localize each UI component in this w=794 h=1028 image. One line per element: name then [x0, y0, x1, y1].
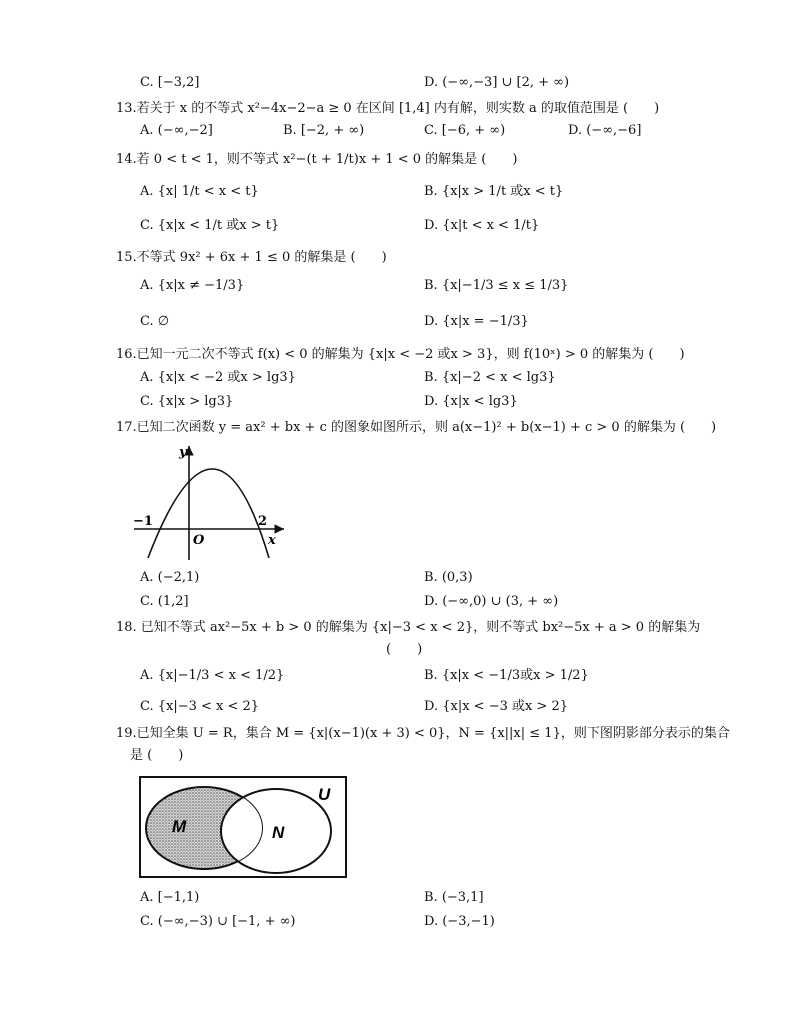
q13-option-a: A. (−∞,−2]: [140, 123, 213, 138]
q17-parabola-graph: [130, 440, 290, 562]
q18-answer-paren: ( ): [386, 642, 423, 657]
q18-option-c: C. {x|−3 < x < 2}: [140, 699, 260, 714]
q15-option-d: D. {x|x = −1/3}: [424, 314, 529, 329]
q15-stem: 15.不等式 9x² + 6x + 1 ≤ 0 的解集是 ( ): [116, 250, 387, 265]
q15-option-b: B. {x|−1/3 ≤ x ≤ 1/3}: [424, 278, 569, 293]
q19-stem: 19.已知全集 U = R，集合 M = {x|(x−1)(x + 3) < 0}，N = {x||x| ≤ 1}，则下图阴影部分表示的集合: [116, 726, 730, 741]
q14-stem: 14.若 0 < t < 1，则不等式 x²−(t + 1/t)x + 1 < 0 的解集是 ( ): [116, 152, 518, 167]
right-root-label: 2: [258, 514, 268, 529]
q16-option-a: A. {x|x < −2 或x > lg3}: [140, 370, 296, 385]
q17-stem: 17.已知二次函数 y = ax² + bx + c 的图象如图所示，则 a(x−1)² + b(x−1) + c > 0 的解集为 ( ): [116, 420, 717, 435]
q14-option-a: A. {x| 1/t < x < t}: [140, 184, 259, 199]
q16-option-b: B. {x|−2 < x < lg3}: [424, 370, 556, 385]
q18-option-b: B. {x|x < −1/3或x > 1/2}: [424, 668, 589, 683]
q19-stem-cont: 是 ( ): [130, 748, 184, 763]
q13-stem: 13.若关于 x 的不等式 x²−4x−2−a ≥ 0 在区间 [1,4] 内有解，则实数 a 的取值范围是 ( ): [116, 101, 660, 116]
q19-option-d: D. (−3,−1): [424, 914, 495, 929]
q16-option-d: D. {x|x < lg3}: [424, 394, 518, 409]
q17-option-a: A. (−2,1): [140, 570, 200, 585]
q14-option-c: C. {x|x < 1/t 或x > t}: [140, 218, 280, 233]
universal-label: U: [318, 785, 331, 804]
q19-option-a: A. [−1,1): [140, 890, 200, 905]
q16-option-c: C. {x|x > lg3}: [140, 394, 234, 409]
q13-option-b: B. [−2, + ∞): [283, 123, 365, 138]
q13-option-c: C. [−6, + ∞): [424, 123, 506, 138]
q19-option-b: B. (−3,1]: [424, 890, 484, 905]
origin-label: O: [193, 533, 205, 548]
left-root-label: −1: [133, 514, 153, 529]
q19-venn-diagram: [138, 774, 350, 880]
parabola-curve: [148, 469, 269, 558]
q16-stem: 16.已知一元二次不等式 f(x) < 0 的解集为 {x|x < −2 或x > 3}，则 f(10ˣ) > 0 的解集为 ( ): [116, 347, 685, 362]
q15-option-c: C. ∅: [140, 314, 170, 329]
q17-option-d: D. (−∞,0) ∪ (3, + ∞): [424, 594, 559, 609]
q12-option-d: D. (−∞,−3] ∪ [2, + ∞): [424, 75, 570, 90]
q15-option-a: A. {x|x ≠ −1/3}: [140, 278, 245, 293]
q17-option-b: B. (0,3): [424, 570, 473, 585]
q18-stem: 18. 已知不等式 ax²−5x + b > 0 的解集为 {x|−3 < x < 2}，则不等式 bx²−5x + a > 0 的解集为: [116, 620, 701, 635]
x-axis-label: x: [268, 533, 276, 548]
set-m-label: M: [172, 817, 187, 836]
q19-option-c: C. (−∞,−3) ∪ [−1, + ∞): [140, 914, 296, 929]
q18-option-d: D. {x|x < −3 或x > 2}: [424, 699, 569, 714]
q12-option-c: C. [−3,2]: [140, 75, 200, 90]
q14-option-d: D. {x|t < x < 1/t}: [424, 218, 540, 233]
y-axis-label: y: [179, 445, 187, 460]
q13-option-d: D. (−∞,−6]: [568, 123, 642, 138]
q17-option-c: C. (1,2]: [140, 594, 189, 609]
set-n-label: N: [272, 823, 285, 842]
q18-option-a: A. {x|−1/3 < x < 1/2}: [140, 668, 285, 683]
q14-option-b: B. {x|x > 1/t 或x < t}: [424, 184, 564, 199]
